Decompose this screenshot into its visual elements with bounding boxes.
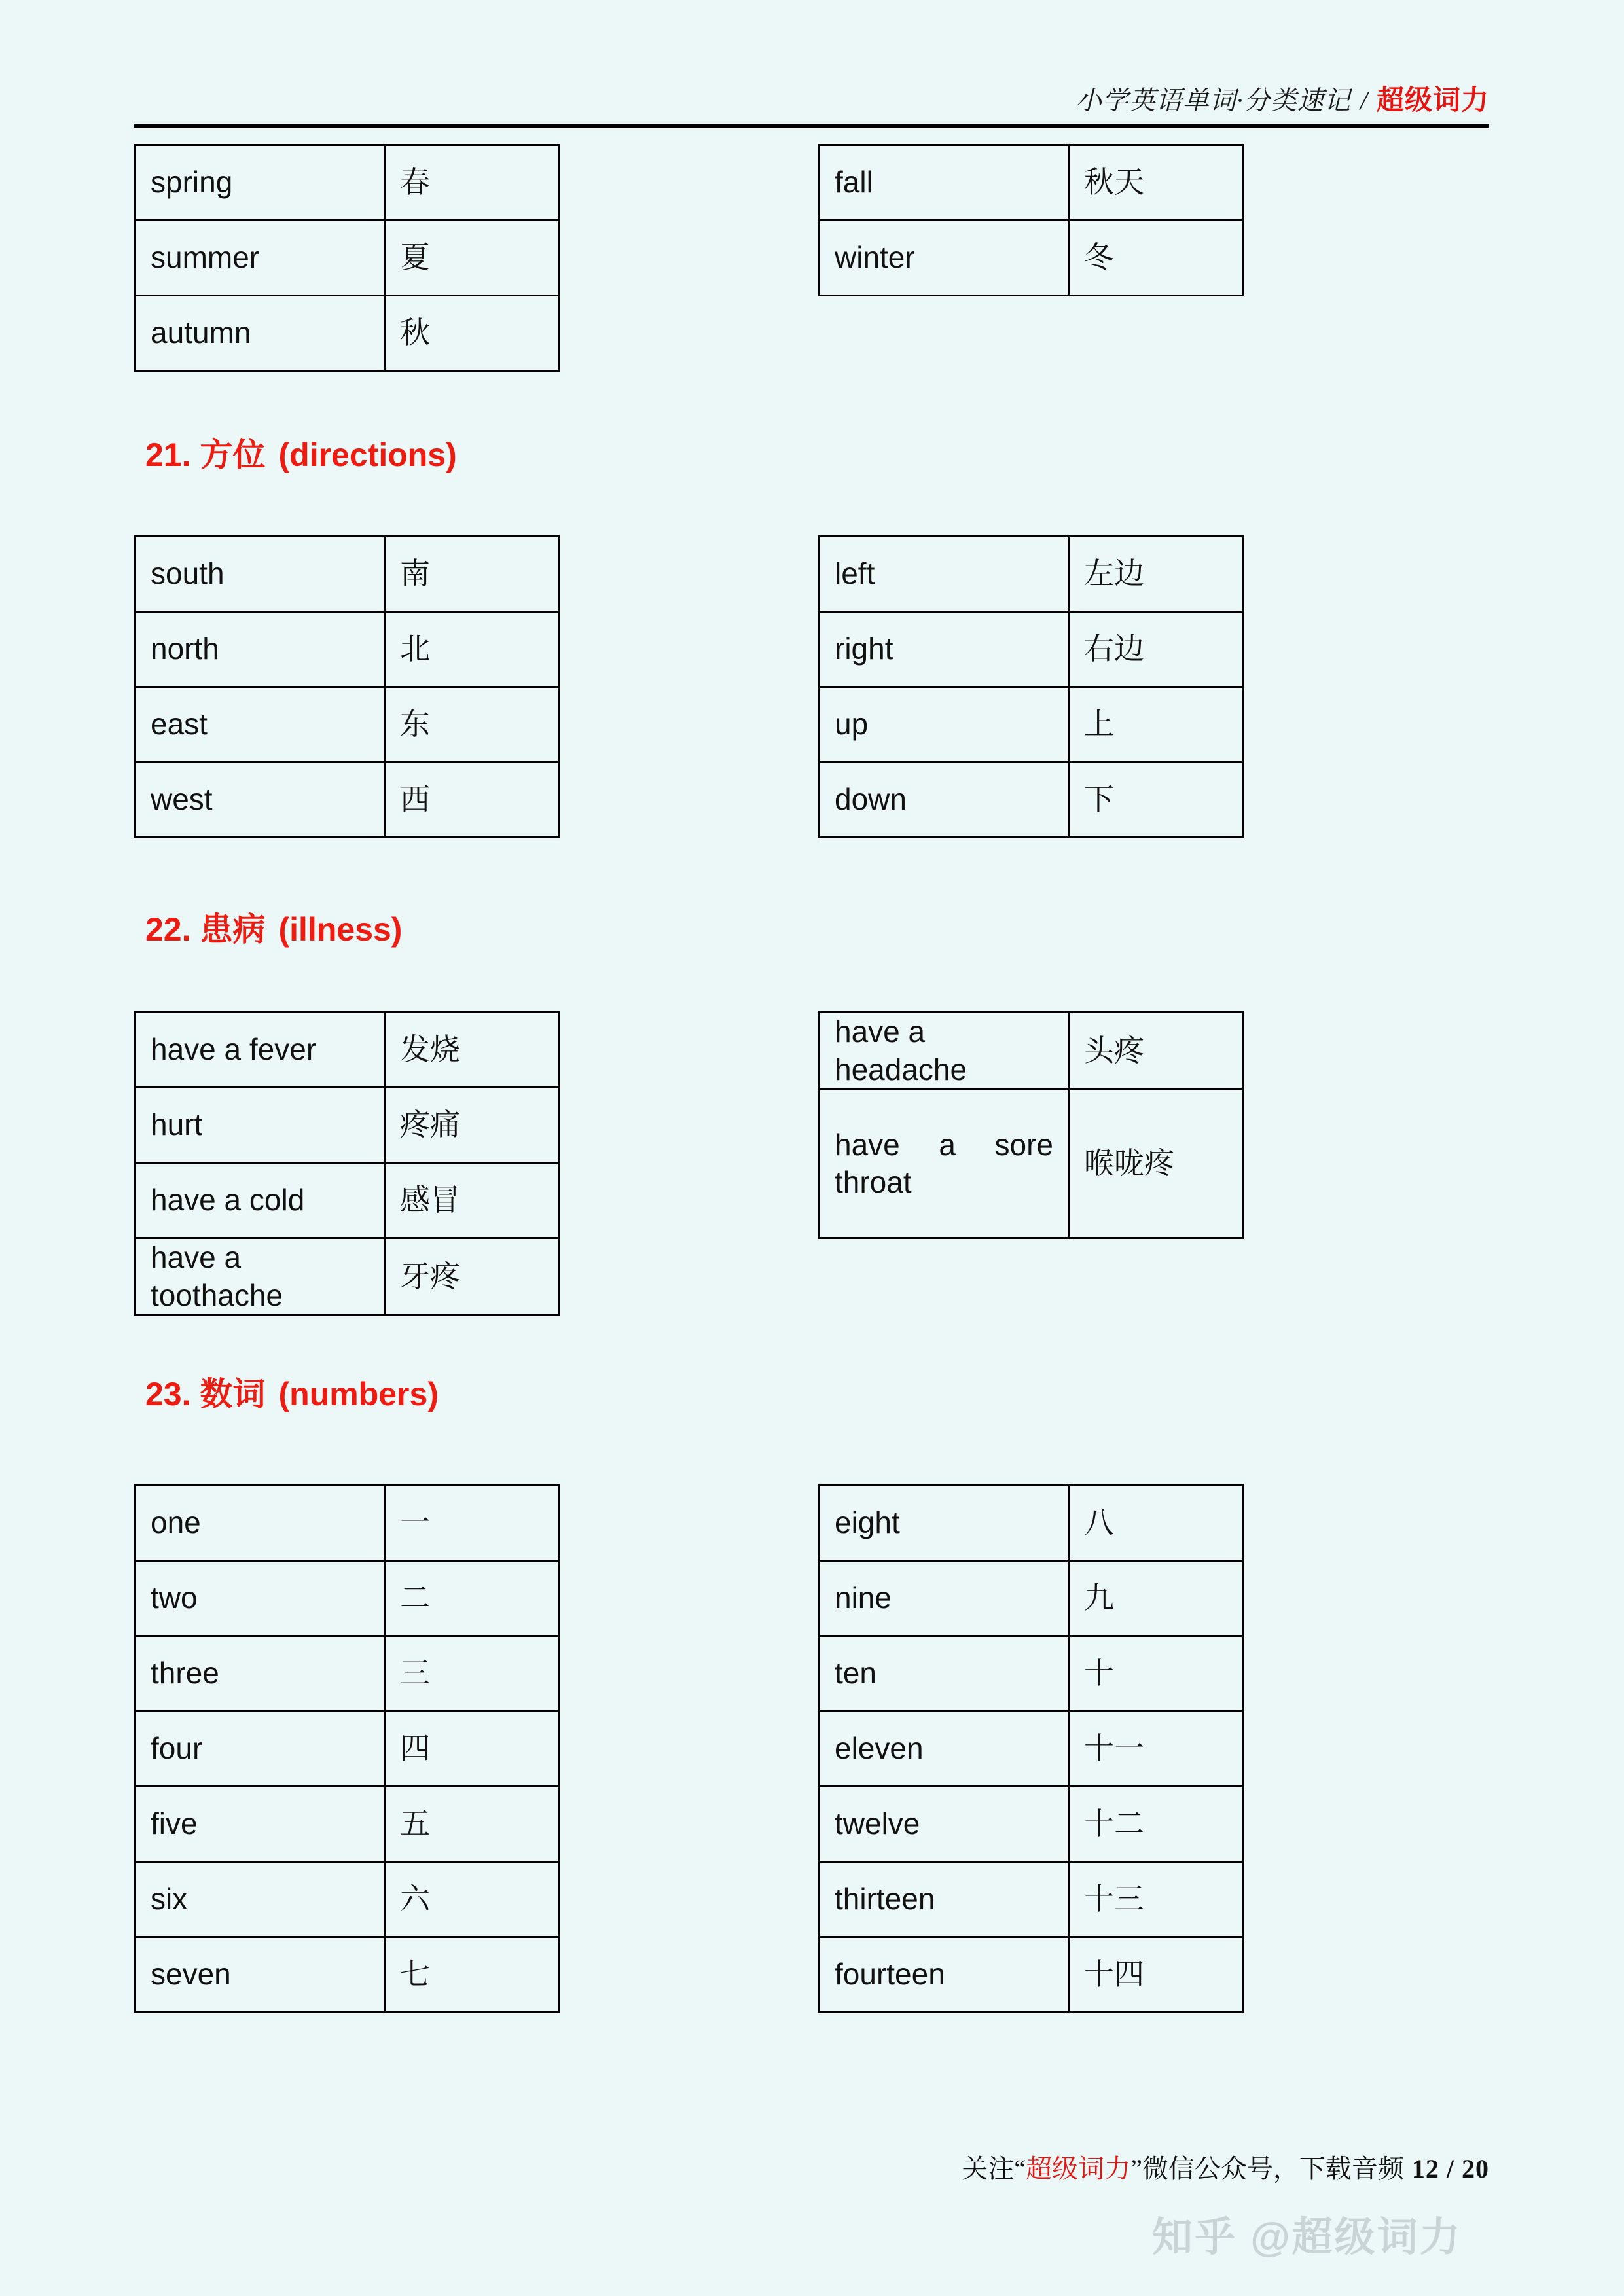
cell-english: twelve bbox=[820, 1787, 1069, 1862]
table-row bbox=[135, 1238, 560, 1316]
table-row bbox=[820, 1013, 1244, 1090]
section-number: 22. bbox=[145, 911, 191, 948]
table-row bbox=[135, 221, 560, 296]
cell-chinese: 喉咙疼 bbox=[1069, 1090, 1244, 1238]
cell-english: fall bbox=[820, 145, 1069, 221]
cell-chinese: 十四 bbox=[1069, 1937, 1244, 2013]
header-divider bbox=[134, 124, 1489, 128]
cell-chinese: 四 bbox=[385, 1712, 560, 1787]
header-title: 小学英语单词·分类速记 bbox=[1075, 86, 1351, 115]
cell-english: winter bbox=[820, 221, 1069, 296]
cell-english: east bbox=[135, 687, 385, 762]
table-illness-right bbox=[818, 1011, 1244, 1239]
table-numbers-left bbox=[134, 1484, 560, 2013]
cell-chinese: 六 bbox=[385, 1862, 560, 1937]
table-numbers-right bbox=[818, 1484, 1244, 2013]
table-row bbox=[135, 1013, 560, 1088]
cell-chinese: 秋天 bbox=[1069, 145, 1244, 221]
section-heading-numbers bbox=[145, 1368, 439, 1415]
table-row bbox=[135, 1088, 560, 1163]
table-directions-right bbox=[818, 535, 1244, 838]
table-row bbox=[820, 1090, 1244, 1238]
cell-chinese: 东 bbox=[385, 687, 560, 762]
table-seasons-right bbox=[818, 144, 1244, 296]
cell-chinese: 二 bbox=[385, 1561, 560, 1636]
cell-english: right bbox=[820, 612, 1069, 687]
cell-chinese: 十三 bbox=[1069, 1862, 1244, 1937]
footer-prefix: 关注“ bbox=[962, 2154, 1026, 2183]
table-row bbox=[135, 1486, 560, 1561]
table-row bbox=[135, 687, 560, 762]
table-row bbox=[135, 1636, 560, 1712]
cell-english: summer bbox=[135, 221, 385, 296]
table-row bbox=[820, 1937, 1244, 2013]
cell-english: nine bbox=[820, 1561, 1069, 1636]
table-row bbox=[135, 296, 560, 371]
table-row bbox=[820, 762, 1244, 838]
table-row bbox=[820, 1486, 1244, 1561]
cell-chinese: 冬 bbox=[1069, 221, 1244, 296]
cell-chinese: 西 bbox=[385, 762, 560, 838]
cell-english: fourteen bbox=[820, 1937, 1069, 2013]
cell-english: two bbox=[135, 1561, 385, 1636]
table-row bbox=[135, 145, 560, 221]
cell-english: have a fever bbox=[135, 1013, 385, 1088]
table-row bbox=[135, 1163, 560, 1238]
cell-english: hurt bbox=[135, 1088, 385, 1163]
table-row bbox=[135, 537, 560, 612]
cell-english: left bbox=[820, 537, 1069, 612]
table-row bbox=[820, 612, 1244, 687]
table-row bbox=[135, 1937, 560, 2013]
table-row bbox=[820, 537, 1244, 612]
cell-chinese: 发烧 bbox=[385, 1013, 560, 1088]
cell-english: up bbox=[820, 687, 1069, 762]
cell-chinese: 感冒 bbox=[385, 1163, 560, 1238]
section-title-cn: 方位 bbox=[200, 437, 266, 473]
cell-english: five bbox=[135, 1787, 385, 1862]
table-row bbox=[820, 1636, 1244, 1712]
cell-chinese: 十 bbox=[1069, 1636, 1244, 1712]
page-header bbox=[134, 79, 1489, 118]
section-title-en: (numbers) bbox=[278, 1376, 439, 1412]
table-seasons-left bbox=[134, 144, 560, 372]
cell-chinese: 一 bbox=[385, 1486, 560, 1561]
cell-chinese: 上 bbox=[1069, 687, 1244, 762]
cell-english: down bbox=[820, 762, 1069, 838]
section-title-cn: 患病 bbox=[200, 911, 266, 948]
cell-english: have a headache bbox=[820, 1013, 1069, 1090]
cell-chinese: 夏 bbox=[385, 221, 560, 296]
cell-chinese: 春 bbox=[385, 145, 560, 221]
cell-chinese: 十二 bbox=[1069, 1787, 1244, 1862]
section-heading-directions bbox=[145, 429, 457, 476]
cell-chinese: 八 bbox=[1069, 1486, 1244, 1561]
cell-english: ten bbox=[820, 1636, 1069, 1712]
table-row bbox=[135, 1561, 560, 1636]
cell-english: have a sore throat bbox=[820, 1090, 1069, 1238]
cell-english: eight bbox=[820, 1486, 1069, 1561]
section-heading-illness bbox=[145, 903, 402, 950]
page-footer bbox=[134, 2148, 1489, 2185]
table-illness-left bbox=[134, 1011, 560, 1316]
table-row bbox=[135, 1862, 560, 1937]
cell-chinese: 七 bbox=[385, 1937, 560, 2013]
cell-english: seven bbox=[135, 1937, 385, 2013]
table-row bbox=[135, 762, 560, 838]
footer-suffix: ”微信公众号，下载音频 bbox=[1130, 2154, 1404, 2183]
section-number: 23. bbox=[145, 1376, 191, 1412]
cell-chinese: 九 bbox=[1069, 1561, 1244, 1636]
cell-chinese: 头疼 bbox=[1069, 1013, 1244, 1090]
cell-chinese: 疼痛 bbox=[385, 1088, 560, 1163]
cell-chinese: 右边 bbox=[1069, 612, 1244, 687]
table-row bbox=[820, 1862, 1244, 1937]
table-row bbox=[820, 687, 1244, 762]
section-title-en: (directions) bbox=[278, 437, 457, 473]
cell-english: three bbox=[135, 1636, 385, 1712]
cell-chinese: 下 bbox=[1069, 762, 1244, 838]
cell-chinese: 秋 bbox=[385, 296, 560, 371]
header-separator: / bbox=[1360, 86, 1367, 115]
cell-english: west bbox=[135, 762, 385, 838]
table-row bbox=[135, 612, 560, 687]
zhihu-watermark: 知乎 @超级词力 bbox=[1152, 2215, 1462, 2260]
cell-chinese: 三 bbox=[385, 1636, 560, 1712]
table-row bbox=[135, 1787, 560, 1862]
table-row bbox=[135, 1712, 560, 1787]
header-brand: 超级词力 bbox=[1376, 86, 1489, 116]
table-row bbox=[820, 145, 1244, 221]
cell-chinese: 五 bbox=[385, 1787, 560, 1862]
table-directions-left bbox=[134, 535, 560, 838]
cell-chinese: 牙疼 bbox=[385, 1238, 560, 1316]
cell-english: have a cold bbox=[135, 1163, 385, 1238]
footer-brand: 超级词力 bbox=[1026, 2154, 1131, 2183]
cell-english: four bbox=[135, 1712, 385, 1787]
cell-english: have a toothache bbox=[135, 1238, 385, 1316]
cell-english: south bbox=[135, 537, 385, 612]
table-row bbox=[820, 1561, 1244, 1636]
cell-english: one bbox=[135, 1486, 385, 1561]
table-row bbox=[820, 221, 1244, 296]
table-row bbox=[820, 1787, 1244, 1862]
page-number: 12 / 20 bbox=[1411, 2154, 1489, 2183]
cell-english: eleven bbox=[820, 1712, 1069, 1787]
cell-english: thirteen bbox=[820, 1862, 1069, 1937]
cell-english: autumn bbox=[135, 296, 385, 371]
cell-chinese: 北 bbox=[385, 612, 560, 687]
cell-english: spring bbox=[135, 145, 385, 221]
table-row bbox=[820, 1712, 1244, 1787]
cell-english: north bbox=[135, 612, 385, 687]
cell-chinese: 十一 bbox=[1069, 1712, 1244, 1787]
cell-english: six bbox=[135, 1862, 385, 1937]
section-number: 21. bbox=[145, 437, 191, 473]
cell-chinese: 南 bbox=[385, 537, 560, 612]
section-title-cn: 数词 bbox=[200, 1376, 266, 1412]
section-title-en: (illness) bbox=[278, 911, 403, 948]
cell-chinese: 左边 bbox=[1069, 537, 1244, 612]
